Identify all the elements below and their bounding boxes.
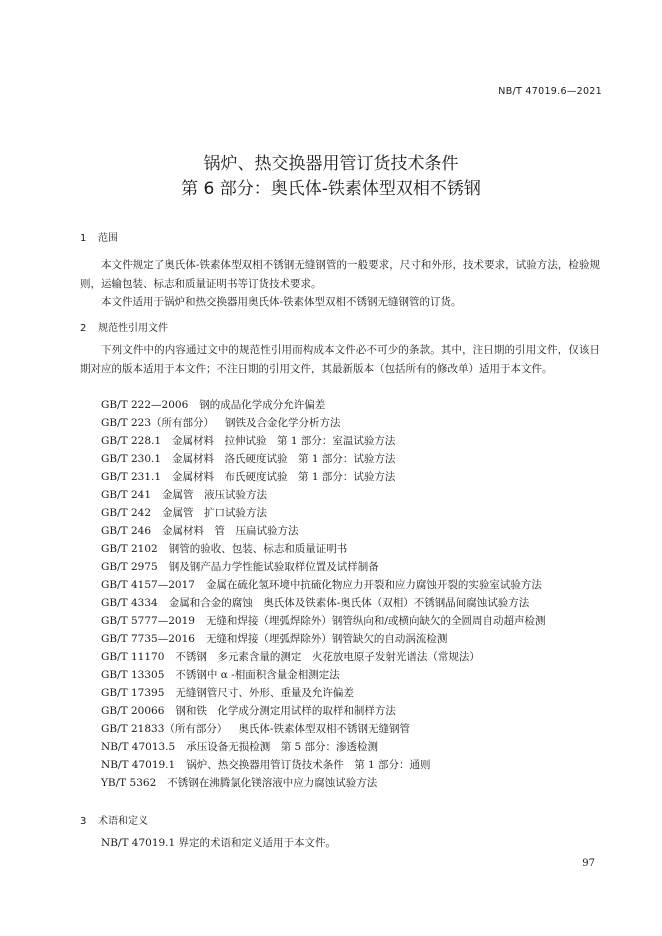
- reference-title: 金属材料 布氏硬度试验 第 1 部分：试验方法: [172, 471, 396, 483]
- section-3-heading: [80, 812, 148, 827]
- reference-code: GB/T 222—2006: [101, 399, 189, 411]
- reference-item: [101, 756, 545, 774]
- reference-item: [101, 720, 545, 738]
- reference-code: GB/T 7735—2016: [101, 633, 195, 645]
- reference-title: 金属在硫化氢环境中抗硫化物应力开裂和应力腐蚀开裂的实验室试验方法: [205, 579, 542, 591]
- section-number: 2: [80, 323, 87, 334]
- section-number: 3: [80, 816, 87, 827]
- reference-code: GB/T 242: [101, 507, 152, 519]
- reference-item: [101, 774, 545, 792]
- normative-reference-list: [101, 396, 545, 792]
- reference-code: GB/T 13305: [101, 669, 165, 681]
- reference-item: [101, 468, 545, 486]
- reference-item: [101, 702, 545, 720]
- reference-item: [101, 648, 545, 666]
- reference-title: 无缝和焊接（埋弧焊除外）钢管缺欠的自动涡流检测: [205, 633, 448, 645]
- reference-item: [101, 540, 545, 558]
- reference-code: GB/T 11170: [101, 651, 165, 663]
- standard-code: NB/T 47019.6—2021: [498, 86, 602, 97]
- section-2-heading: [80, 319, 168, 334]
- document-title-line-2: 第 6 部分：奥氏体-铁素体型双相不锈钢: [181, 179, 481, 199]
- reference-item: [101, 504, 545, 522]
- reference-code: GB/T 4334: [101, 597, 158, 609]
- reference-title: 锅炉、热交换器用管订货技术条件 第 1 部分：通则: [186, 759, 431, 771]
- reference-code: GB/T 223（所有部分）: [101, 417, 215, 429]
- section-1-paragraph-2: 本文件适用于锅炉和热交换器用奥氏体-铁素体型双相不锈钢无缝钢管的订货。: [101, 296, 462, 308]
- reference-code: GB/T 2975: [101, 561, 158, 573]
- section-1-paragraph-1: 本文件规定了奥氏体-铁素体型双相不锈钢无缝钢管的一般要求，尺寸和外形，技术要求，试验方法，检验规则，运输包装、标志和质量证明书等订货技术要求。: [80, 259, 600, 290]
- reference-item: [101, 594, 545, 612]
- reference-title: 不锈钢中 α -相面积含量金相测定法: [175, 669, 340, 681]
- reference-title: 金属材料 洛氏硬度试验 第 1 部分：试验方法: [172, 453, 396, 465]
- reference-item: [101, 450, 545, 468]
- reference-title: 不锈钢在沸腾氯化镁溶液中应力腐蚀试验方法: [167, 777, 378, 789]
- reference-item: [101, 396, 545, 414]
- reference-code: GB/T 241: [101, 489, 152, 501]
- reference-title: 钢及钢产品力学性能试验取样位置及试样制备: [168, 561, 379, 573]
- reference-title: 奥氏体-铁素体型双相不锈钢无缝钢管: [238, 723, 410, 735]
- reference-item: [101, 612, 545, 630]
- section-2-paragraph-1: 下列文件中的内容通过文中的规范性引用而构成本文件必不可少的条款。其中，注日期的引用文件，仅该日期对应的版本适用于本文件；不注日期的引用文件，其最新版本（包括所有的修改单）适用于本文件。: [80, 344, 600, 375]
- reference-code: GB/T 21833（所有部分）: [101, 723, 228, 735]
- reference-item: [101, 432, 545, 450]
- section-title: 术语和定义: [98, 816, 148, 827]
- reference-code: GB/T 4157—2017: [101, 579, 195, 591]
- document-title-line-1: 锅炉、热交换器用管订货技术条件: [203, 154, 459, 174]
- reference-title: 不锈钢 多元素含量的测定 火花放电原子发射光谱法（常规法）: [175, 651, 480, 663]
- reference-title: 无缝钢管尺寸、外形、重量及允许偏差: [175, 687, 354, 699]
- reference-item: [101, 576, 545, 594]
- reference-code: GB/T 231.1: [101, 471, 162, 483]
- reference-item: [101, 630, 545, 648]
- reference-code: GB/T 246: [101, 525, 152, 537]
- reference-item: [101, 558, 545, 576]
- reference-title: 金属管 液压试验方法: [162, 489, 268, 501]
- reference-code: GB/T 230.1: [101, 453, 162, 465]
- reference-title: 钢铁及合金化学分析方法: [225, 417, 341, 429]
- reference-code: GB/T 20066: [101, 705, 165, 717]
- reference-code: NB/T 47019.1: [101, 759, 176, 771]
- section-title: 规范性引用文件: [98, 323, 168, 334]
- reference-item: [101, 414, 545, 432]
- reference-item: [101, 684, 545, 702]
- reference-title: 金属材料 拉伸试验 第 1 部分：室温试验方法: [172, 435, 396, 447]
- section-title: 范围: [98, 233, 118, 244]
- reference-title: 金属和合金的腐蚀 奥氏体及铁素体-奥氏体（双相）不锈钢晶间腐蚀试验方法: [168, 597, 530, 609]
- reference-item: [101, 522, 545, 540]
- reference-code: GB/T 17395: [101, 687, 165, 699]
- reference-title: 钢管的验收、包装、标志和质量证明书: [168, 543, 348, 555]
- reference-code: YB/T 5362: [101, 777, 157, 789]
- reference-title: 金属管 扩口试验方法: [162, 507, 268, 519]
- section-number: 1: [80, 233, 87, 244]
- reference-title: 钢的成品化学成分允许偏差: [199, 399, 326, 411]
- reference-item: [101, 486, 545, 504]
- reference-title: 承压设备无损检测 第 5 部分：渗透检测: [186, 741, 379, 753]
- reference-item: [101, 738, 545, 756]
- section-1-heading: [80, 229, 118, 244]
- page-number: 97: [582, 858, 595, 869]
- reference-item: [101, 666, 545, 684]
- reference-code: GB/T 5777—2019: [101, 615, 195, 627]
- reference-code: GB/T 228.1: [101, 435, 162, 447]
- reference-code: NB/T 47013.5: [101, 741, 176, 753]
- reference-title: 无缝和焊接（埋弧焊除外）钢管纵向和/或横向缺欠的全圆周自动超声检测: [205, 615, 546, 627]
- reference-title: 金属材料 管 压扁试验方法: [162, 525, 299, 537]
- reference-code: GB/T 2102: [101, 543, 158, 555]
- reference-title: 钢和铁 化学成分测定用试样的取样和制样方法: [175, 705, 396, 717]
- section-3-paragraph-1: NB/T 47019.1 界定的术语和定义适用于本文件。: [101, 837, 337, 849]
